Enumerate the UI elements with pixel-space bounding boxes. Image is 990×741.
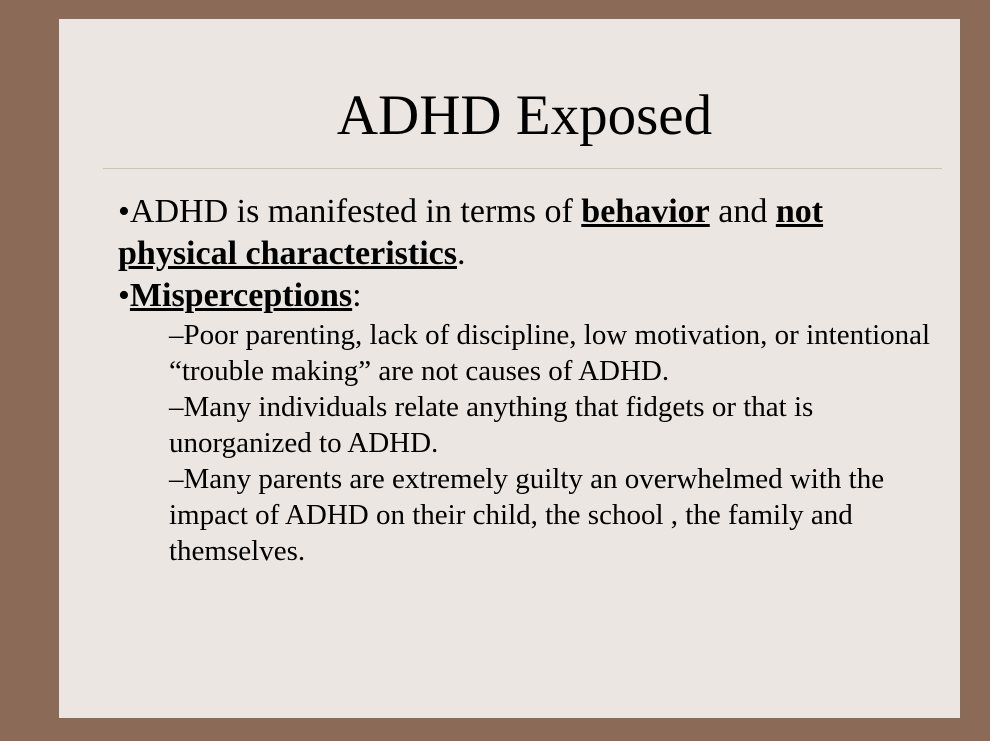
sub-bullet-text: Poor parenting, lack of discipline, low motivation, or intentional “trouble making” are not causes of ADHD. bbox=[169, 319, 931, 387]
misperceptions-sublist bbox=[118, 317, 938, 569]
sub-bullet-text: Many individuals relate anything that fidgets or that is unorganized to ADHD. bbox=[169, 391, 814, 459]
bullet-text: . bbox=[457, 235, 466, 272]
bullet-text: and bbox=[709, 193, 776, 230]
sub-bullet-text: Many parents are extremely guilty an overwhelmed with the impact of ADHD on their child, the school , the family and themselves. bbox=[169, 463, 885, 567]
slide-content bbox=[118, 191, 938, 569]
title-divider bbox=[103, 168, 942, 169]
sub-bullet-item bbox=[169, 389, 938, 461]
sub-bullet-marker: – bbox=[169, 463, 184, 495]
sub-bullet-item bbox=[169, 317, 938, 389]
bullet-text: ADHD is manifested in terms of bbox=[129, 193, 582, 230]
slide bbox=[59, 19, 960, 718]
bullet-text: : bbox=[352, 277, 362, 314]
emphasis-behavior: behavior bbox=[581, 193, 710, 230]
bullet-marker: • bbox=[118, 277, 130, 314]
emphasis-not-physical: not physical characteristics bbox=[118, 193, 824, 272]
bullet-item-misperceptions bbox=[118, 275, 938, 317]
sub-bullet-item bbox=[169, 461, 938, 569]
slide-title: ADHD Exposed bbox=[336, 84, 713, 147]
emphasis-misperceptions: Misperceptions bbox=[129, 277, 353, 314]
sub-bullet-marker: – bbox=[169, 391, 184, 423]
sub-bullet-marker: – bbox=[169, 319, 184, 351]
bullet-item-manifestation bbox=[118, 191, 938, 275]
bullet-marker: • bbox=[118, 193, 130, 230]
